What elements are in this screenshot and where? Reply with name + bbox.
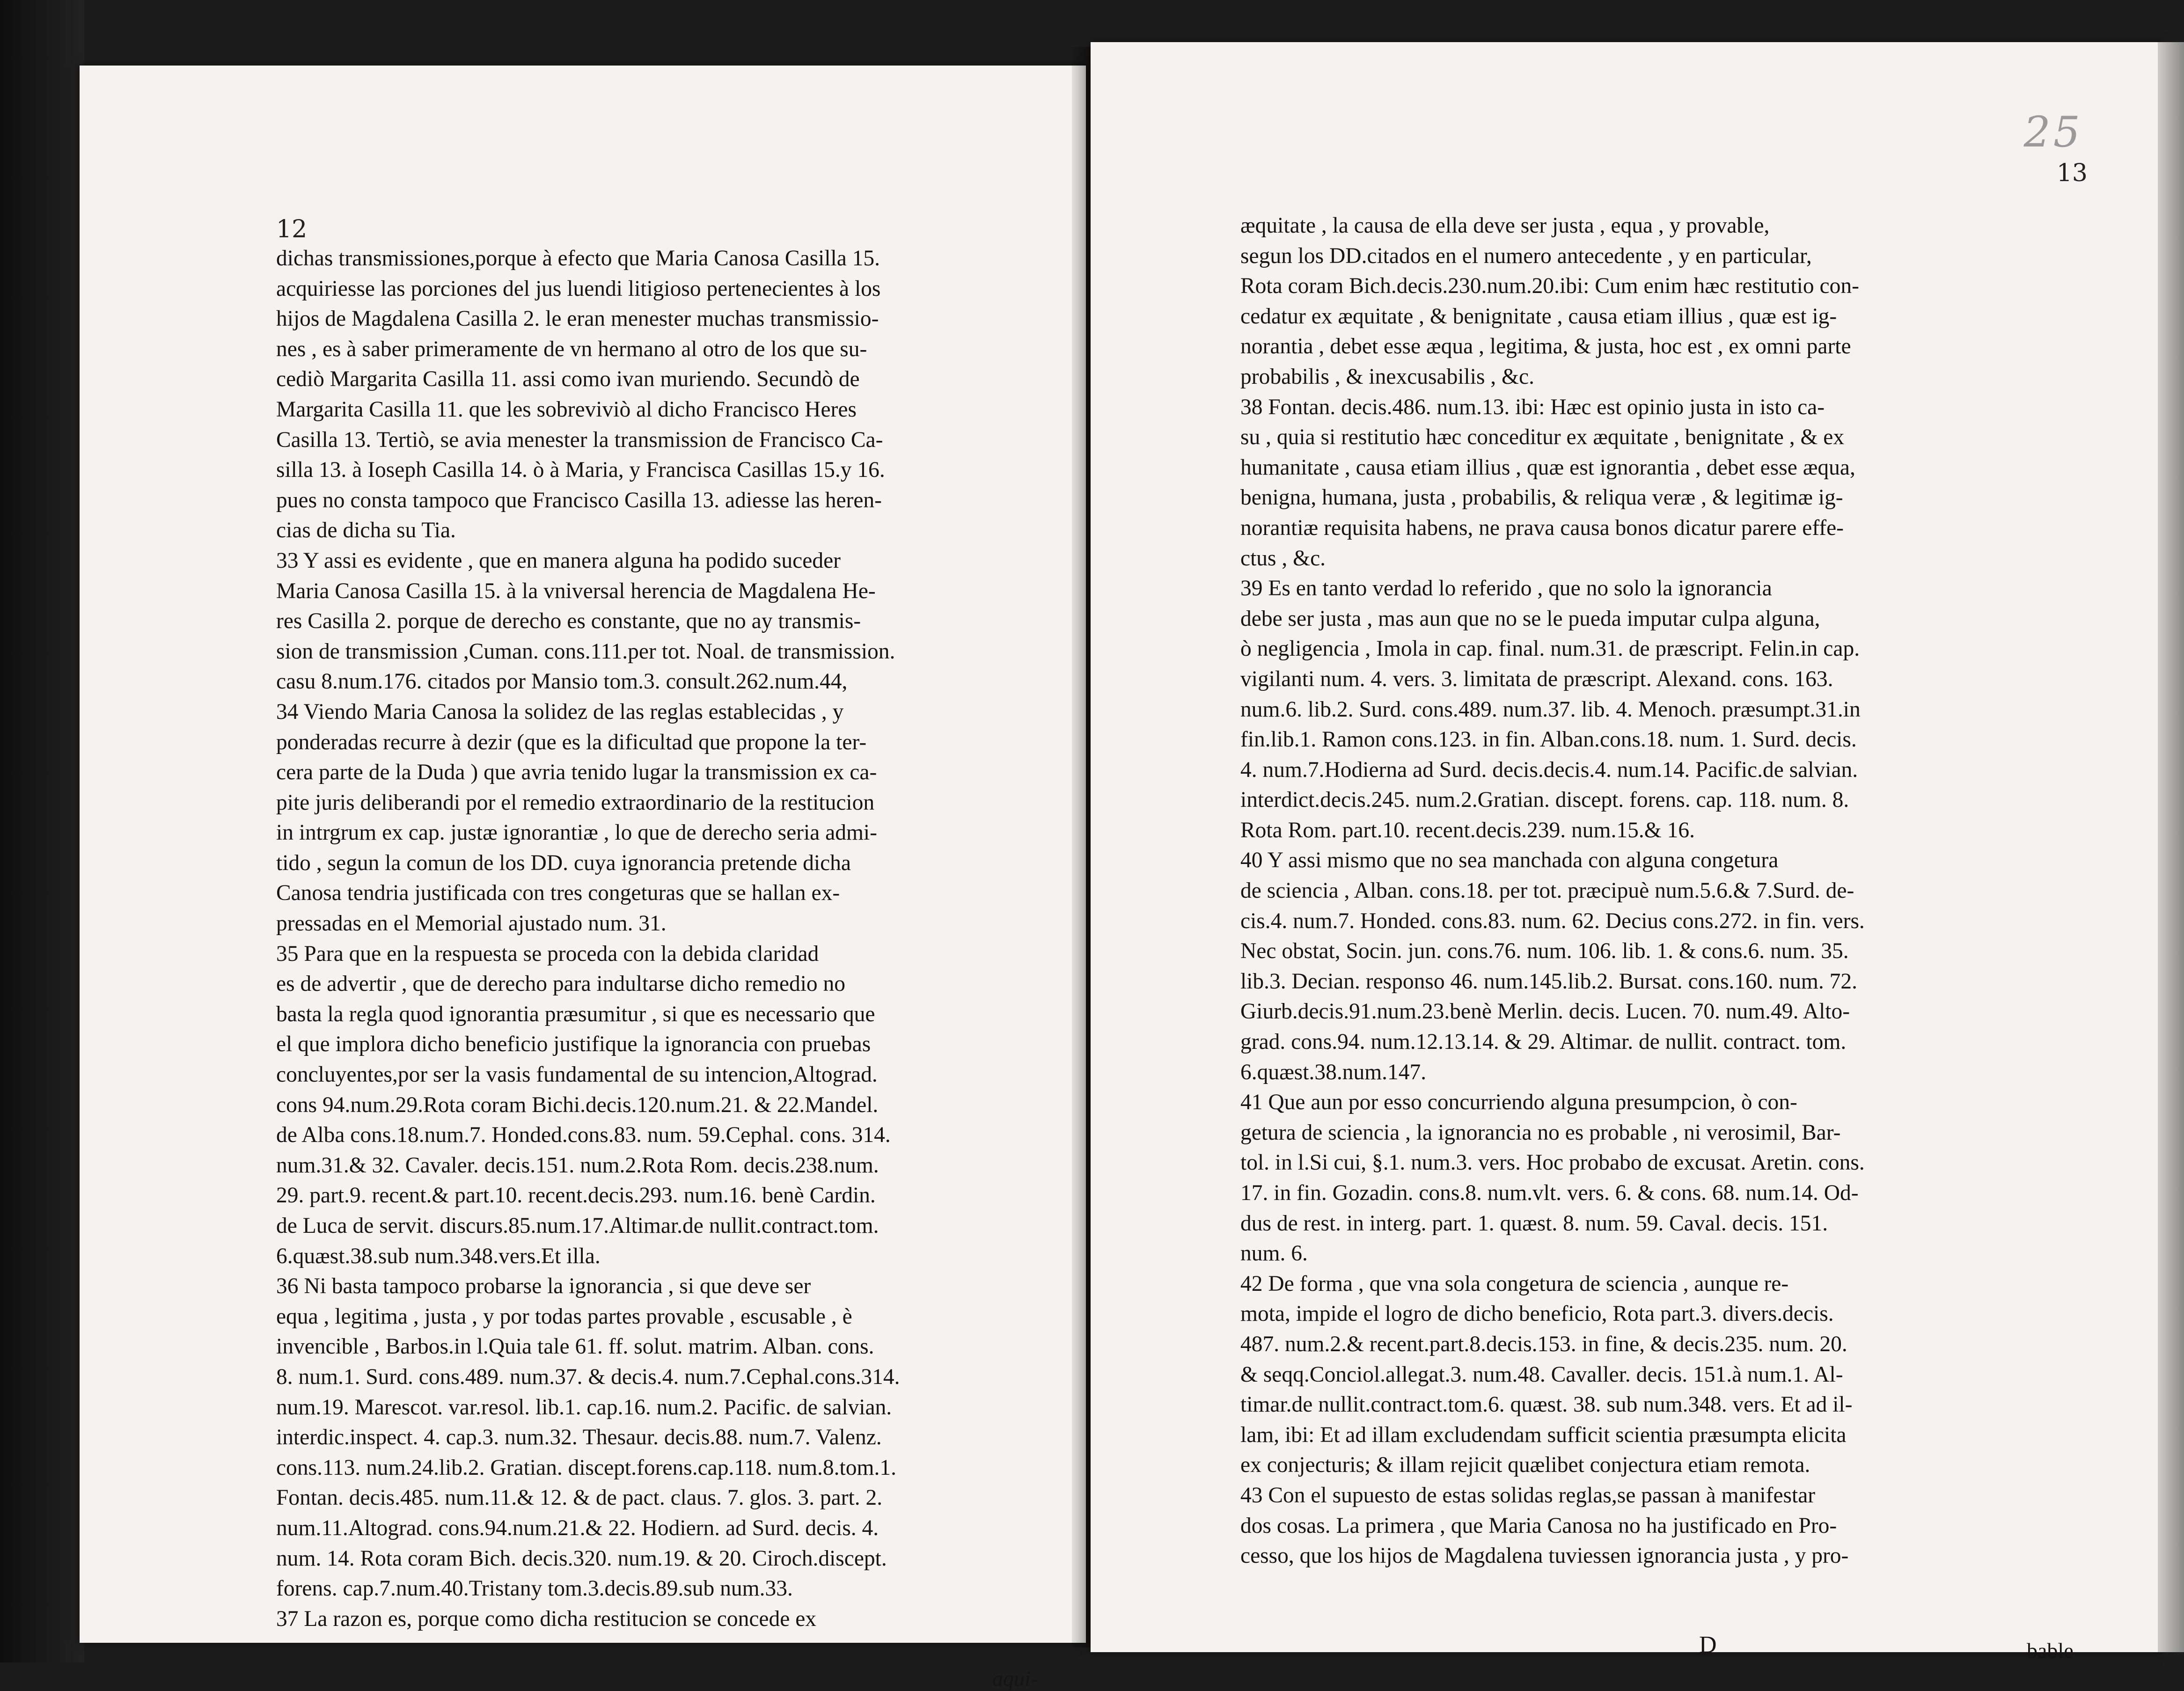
text-line: de Alba cons.18.num.7. Honded.cons.83. num. 59.Cephal. cons. 314. <box>276 1123 891 1148</box>
text-line: acquiriesse las porciones del jus luendi litigioso pertenecientes à los <box>276 276 881 301</box>
left-page <box>80 66 1086 1691</box>
text-line: Maria Canosa Casilla 15. à la vniversal herencia de Magdalena He- <box>276 578 876 603</box>
text-line: 41 Que aun por esso concurriendo alguna presumpcion, ò con- <box>1240 1090 1797 1115</box>
text-line: interdict.decis.245. num.2.Gratian. discept. forens. cap. 118. num. 8. <box>1240 788 1849 813</box>
text-line: debe ser justa , mas aun que no se le pueda imputar culpa alguna, <box>1240 606 1820 631</box>
text-line: 6.quæst.38.num.147. <box>1240 1060 1427 1084</box>
text-line: 43 Con el supuesto de estas solidas reglas,se passan à manifestar <box>1240 1483 1816 1508</box>
text-line: norantia , debet esse æqua , legitima, & justa, hoc est , ex omni parte <box>1240 334 1851 359</box>
text-line: casu 8.num.176. citados por Mansio tom.3. consult.262.num.44, <box>276 669 848 694</box>
text-line: dichas transmissiones,porque à efecto que Maria Canosa Casilla 15. <box>276 246 880 271</box>
text-line: timar.de nullit.contract.tom.6. quæst. 38. sub num.348. vers. Et ad il- <box>1240 1392 1853 1417</box>
text-line: Giurb.decis.91.num.23.benè Merlin. decis. Lucen. 70. num.49. Alto- <box>1240 999 1850 1024</box>
page-number-left: 12 <box>276 215 308 243</box>
text-line: cons.113. num.24.lib.2. Gratian. discept.forens.cap.118. num.8.tom.1. <box>276 1455 896 1480</box>
page-edge <box>2158 42 2184 1652</box>
text-line: lib.3. Decian. responso 46. num.145.lib.2. Bursat. cons.160. num. 72. <box>1240 969 1858 994</box>
text-line: 37 La razon es, porque como dicha restitucion se concede ex <box>276 1606 817 1631</box>
text-line: forens. cap.7.num.40.Tristany tom.3.decis.89.sub num.33. <box>276 1576 793 1601</box>
text-line: pressadas en el Memorial ajustado num. 31. <box>276 911 667 936</box>
text-line: hijos de Magdalena Casilla 2. le eran menester muchas transmissio- <box>276 307 879 331</box>
text-line: 36 Ni basta tampoco probarse la ignorancia , si que deve ser <box>276 1274 811 1299</box>
text-line: 487. num.2.& recent.part.8.decis.153. in fine, & decis.235. num. 20. <box>1240 1332 1847 1356</box>
text-line: silla 13. à Ioseph Casilla 14. ò à Maria, y Francisca Casillas 15.y 16. <box>276 458 885 483</box>
text-line: num.11.Altograd. cons.94.num.21.& 22. Hodiern. ad Surd. decis. 4. <box>276 1515 879 1540</box>
handwritten-folio-number: 25 <box>2023 108 2083 157</box>
text-line: Fontan. decis.485. num.11.& 12. & de pact. claus. 7. glos. 3. part. 2. <box>276 1486 883 1510</box>
text-line: 42 De forma , que vna sola congetura de sciencia , aunque re- <box>1240 1271 1789 1296</box>
text-line: cedatur ex æquitate , & benignitate , causa etiam illius , quæ est ig- <box>1240 304 1837 329</box>
text-line: cera parte de la Duda ) que avria tenido lugar la transmission ex ca- <box>276 760 877 785</box>
text-line: Nec obstat, Socin. jun. cons.76. num. 106. lib. 1. & cons.6. num. 35. <box>1240 939 1849 964</box>
text-line: invencible , Barbos.in l.Quia tale 61. ff. solut. matrim. Alban. cons. <box>276 1334 874 1359</box>
text-line: es de advertir , que de derecho para indultarse dicho remedio no <box>276 972 846 996</box>
text-line: de Luca de servit. discurs.85.num.17.Altimar.de nullit.contract.tom. <box>276 1214 879 1238</box>
signature-mark: D <box>1699 1632 1717 1658</box>
text-line: 40 Y assi mismo que no sea manchada con alguna congetura <box>1240 848 1779 873</box>
text-line: cesso, que los hijos de Magdalena tuviessen ignorancia justa , y pro- <box>1240 1544 1849 1568</box>
text-line: dos cosas. La primera , que Maria Canosa no ha justificado en Pro- <box>1240 1513 1837 1538</box>
text-line: probabilis , & inexcusabilis , &c. <box>1240 364 1534 389</box>
text-line: interdic.inspect. 4. cap.3. num.32. Thesaur. decis.88. num.7. Valenz. <box>276 1425 882 1450</box>
text-line: equa , legitima , justa , y por todas partes provable , escusable , è <box>276 1304 852 1329</box>
text-line: res Casilla 2. porque de derecho es constante, que no ay transmis- <box>276 609 861 634</box>
text-line: tido , segun la comun de los DD. cuya ignorancia pretende dicha <box>276 850 851 875</box>
text-line: 17. in fin. Gozadin. cons.8. num.vlt. vers. 6. & cons. 68. num.14. Od- <box>1240 1181 1859 1205</box>
text-line: 33 Y assi es evidente , que en manera alguna ha podido suceder <box>276 548 841 573</box>
text-line: num.31.& 32. Cavaler. decis.151. num.2.Rota Rom. decis.238.num. <box>276 1153 879 1178</box>
text-line: su , quia si restitutio hæc conceditur ex æquitate , benignitate , & ex <box>1240 425 1845 450</box>
text-line: vigilanti num. 4. vers. 3. limitata de præscript. Alexand. cons. 163. <box>1240 666 1833 691</box>
text-line: humanitate , causa etiam illius , quæ est ignorantia , debet esse æqua, <box>1240 455 1855 480</box>
text-line: 34 Viendo Maria Canosa la solidez de las reglas establecidas , y <box>276 699 844 724</box>
text-line: benigna, humana, justa , probabilis, & reliqua veræ , & legitimæ ig- <box>1240 485 1843 510</box>
text-line: pite juris deliberandi por el remedio extraordinario de la restitucion <box>276 790 875 815</box>
text-line: ex conjecturis; & illam rejicit quælibet conjectura etiam remota. <box>1240 1453 1810 1478</box>
text-line: Rota coram Bich.decis.230.num.20.ibi: Cum enim hæc restitutio con- <box>1240 274 1859 299</box>
text-line: de sciencia , Alban. cons.18. per tot. præcipuè num.5.6.& 7.Surd. de- <box>1240 878 1854 903</box>
text-line: ctus , &c. <box>1240 546 1326 571</box>
text-line: segun los DD.citados en el numero antecedente , y en particular, <box>1240 243 1812 268</box>
scan-background <box>0 0 84 1662</box>
text-line: 4. num.7.Hodierna ad Surd. decis.decis.4. num.14. Pacific.de salvian. <box>1240 757 1858 782</box>
text-line: & seqq.Conciol.allegat.3. num.48. Cavaller. decis. 151.à num.1. Al- <box>1240 1362 1843 1387</box>
text-line: 8. num.1. Surd. cons.489. num.37. & decis.4. num.7.Cephal.cons.314. <box>276 1364 900 1389</box>
text-line: cias de dicha su Tia. <box>276 518 456 543</box>
text-line: 39 Es en tanto verdad lo referido , que no solo la ignorancia <box>1240 576 1772 601</box>
text-line: cons 94.num.29.Rota coram Bichi.decis.120.num.21. & 22.Mandel. <box>276 1092 879 1117</box>
text-line: Canosa tendria justificada con tres congeturas que se hallan ex- <box>276 881 840 906</box>
right-page <box>1091 42 2162 1662</box>
text-line: fin.lib.1. Ramon cons.123. in fin. Alban.cons.18. num. 1. Surd. decis. <box>1240 727 1857 752</box>
left-catchword: aqui- <box>992 1667 1038 1691</box>
text-line: concluyentes,por ser la vasis fundamental de su intencion,Altograd. <box>276 1062 878 1087</box>
text-line: lam, ibi: Et ad illam excludendam sufficit scientia præsumpta elicita <box>1240 1422 1847 1447</box>
text-line: nes , es à saber primeramente de vn hermano al otro de los que su- <box>276 337 867 361</box>
text-line: grad. cons.94. num.12.13.14. & 29. Altimar. de nullit. contract. tom. <box>1240 1030 1847 1054</box>
text-line: num. 14. Rota coram Bich. decis.320. num.19. & 20. Ciroch.discept. <box>276 1546 887 1571</box>
text-line: Margarita Casilla 11. que les sobreviviò al dicho Francisco Heres <box>276 397 857 422</box>
text-line: el que implora dicho beneficio justifique la ignorancia con pruebas <box>276 1032 871 1057</box>
text-line: basta la regla quod ignorantia præsumitur , si que es necessario que <box>276 1002 875 1026</box>
text-line: æquitate , la causa de ella deve ser justa , equa , y provable, <box>1240 213 1770 238</box>
text-line: num.6. lib.2. Surd. cons.489. num.37. lib. 4. Menoch. præsumpt.31.in <box>1240 697 1861 722</box>
right-page-text <box>1240 211 2069 1571</box>
text-line: num.19. Marescot. var.resol. lib.1. cap.16. num.2. Pacific. de salvian. <box>276 1395 892 1420</box>
text-line: pues no consta tampoco que Francisco Casilla 13. adiesse las heren- <box>276 488 882 512</box>
text-line: norantiæ requisita habens, ne prava causa bonos dicatur parere effe- <box>1240 515 1844 540</box>
text-line: 35 Para que en la respuesta se proceda con la debida claridad <box>276 941 819 966</box>
text-line: tol. in l.Si cui, §.1. num.3. vers. Hoc probabo de excusat. Aretin. cons. <box>1240 1150 1865 1175</box>
text-line: Casilla 13. Tertiò, se avia menester la transmission de Francisco Ca- <box>276 427 883 452</box>
text-line: 38 Fontan. decis.486. num.13. ibi: Hæc est opinio justa in isto ca- <box>1240 395 1825 419</box>
right-catchword: bable <box>2027 1639 2074 1662</box>
text-line: 6.quæst.38.sub num.348.vers.Et illa. <box>276 1244 601 1268</box>
text-line: in intrgrum ex cap. justæ ignorantiæ , lo que de derecho seria admi- <box>276 820 877 845</box>
text-line: num. 6. <box>1240 1241 1308 1266</box>
text-line: Rota Rom. part.10. recent.decis.239. num.15.& 16. <box>1240 818 1695 842</box>
text-line: ò negligencia , Imola in cap. final. num.31. de præscript. Felin.in cap. <box>1240 637 1860 661</box>
left-page-text <box>276 243 1072 1634</box>
page-number-right: 13 <box>2056 159 2088 187</box>
text-line: mota, impide el logro de dicho beneficio, Rota part.3. divers.decis. <box>1240 1302 1834 1326</box>
text-line: sion de transmission ,Cuman. cons.111.per tot. Noal. de transmission. <box>276 639 895 664</box>
text-line: dus de rest. in interg. part. 1. quæst. 8. num. 59. Caval. decis. 151. <box>1240 1211 1828 1236</box>
text-line: 29. part.9. recent.& part.10. recent.decis.293. num.16. benè Cardin. <box>276 1183 876 1208</box>
text-line: ponderadas recurre à dezir (que es la dificultad que propone la ter- <box>276 730 867 754</box>
text-line: getura de sciencia , la ignorancia no es probable , ni verosimil, Bar- <box>1240 1120 1841 1145</box>
text-line: cis.4. num.7. Honded. cons.83. num. 62. Decius cons.272. in fin. vers. <box>1240 908 1865 933</box>
text-line: cediò Margarita Casilla 11. assi como ivan muriendo. Secundò de <box>276 367 860 392</box>
